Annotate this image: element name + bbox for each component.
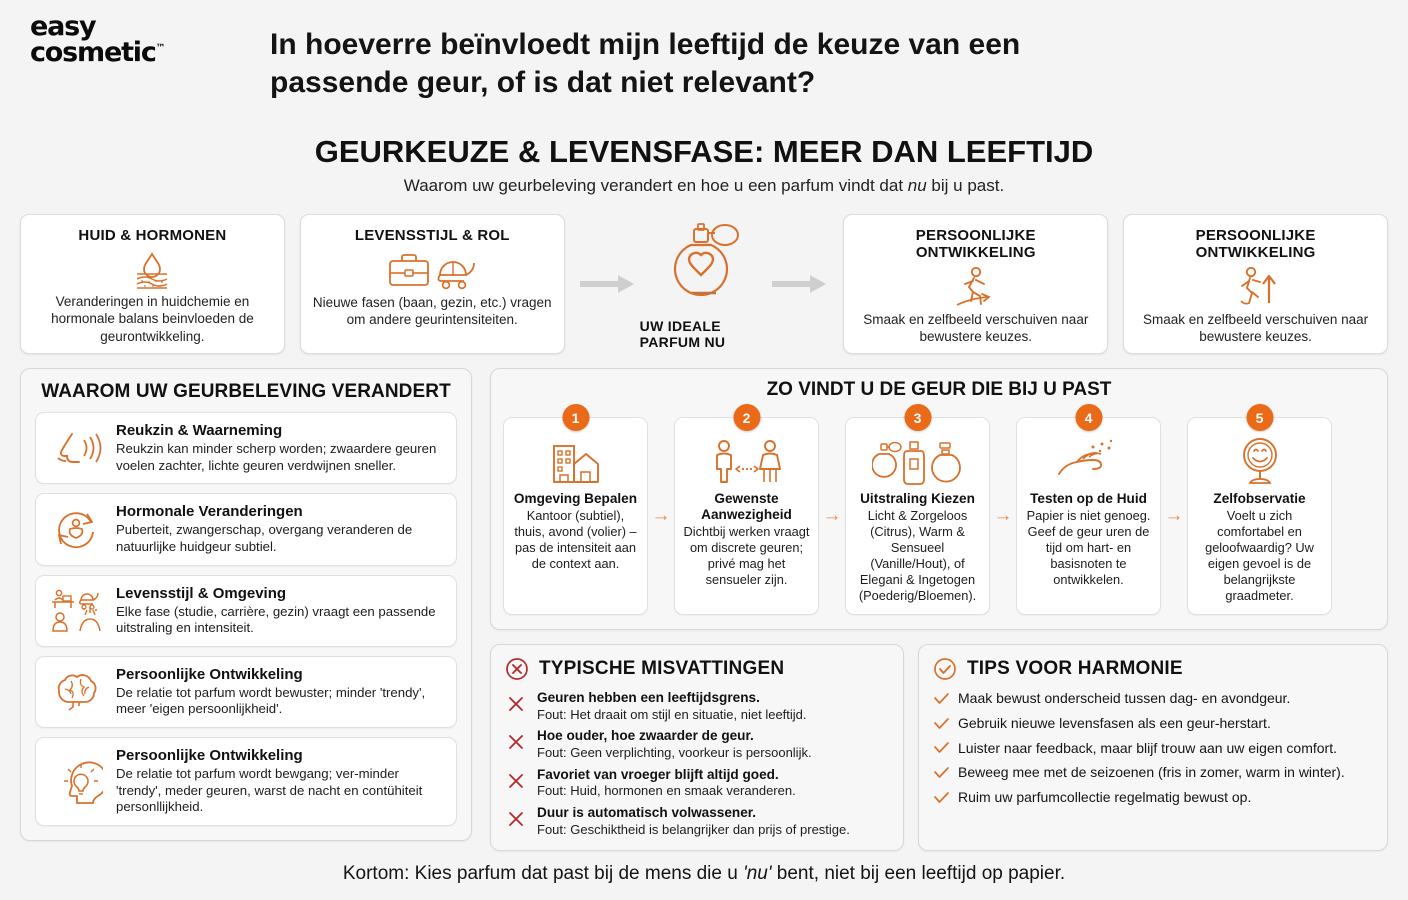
top-card-desc: Smaak en zelfbeeld verschuiven naar bewustere keuzes. xyxy=(863,312,1089,345)
step-arrow-icon: → xyxy=(822,504,842,526)
top-card-persoonlijke-ontwikkeling-1 xyxy=(843,214,1108,354)
misconceptions-heading: TYPISCHE MISVATTINGEN xyxy=(539,657,785,679)
misconceptions-panel xyxy=(490,644,904,851)
page-title: GEURKEUZE & LEVENSFASE: MEER DAN LEEFTIJD xyxy=(314,134,1094,169)
step-desc: Licht & Zorgeloos (Citrus), Warm & Sensueel (Vanille/Hout), of Elegani & Ingetogen (Poederig/Bloemen). xyxy=(858,508,977,603)
hand-spray-icon xyxy=(1024,436,1153,488)
brand-trademark: ™ xyxy=(155,42,166,54)
arrow-right-icon xyxy=(580,274,636,294)
step-badge: 4 xyxy=(1075,404,1102,431)
tips-header xyxy=(933,657,1373,681)
misconception-item xyxy=(505,690,889,722)
tip-text: Ruim uw parfumcollectie regelmatig bewust op. xyxy=(958,789,1252,806)
step-arrow-icon: → xyxy=(1164,504,1184,526)
brand-logo-line2: cosmetic™ xyxy=(30,36,166,68)
header-question: In hoeverre beïnvloedt mijn leeftijd de keuze van een passende geur, of is dat niet relevant? xyxy=(270,28,1021,100)
steps-panel xyxy=(490,368,1388,630)
step-omgeving-bepalen xyxy=(503,409,648,615)
building-house-icon xyxy=(511,436,640,488)
top-card-title: LEVENSSTIJL & ROL xyxy=(354,227,510,244)
page-subtitle: Waarom uw geurbeleving verandert en hoe u een parfum vindt dat nu bij u past. xyxy=(403,176,1005,195)
brand-logo xyxy=(0,11,270,68)
x-mark-icon xyxy=(505,767,527,789)
why-item-title: Persoonlijke Ontwikkeling xyxy=(116,665,303,683)
running-person-arrow-icon xyxy=(951,265,1001,309)
why-item-body xyxy=(116,585,445,637)
misconception-claim: Hoe ouder, hoe zwaarder de geur. xyxy=(537,728,754,744)
steps-list xyxy=(503,409,1375,615)
arrow-right-icon xyxy=(772,274,828,294)
perfume-bottle-heart-icon xyxy=(663,219,745,316)
why-item-body xyxy=(116,422,445,474)
top-card-title: PERSOONLIJKE ONTWIKKELING xyxy=(1195,227,1316,261)
why-item-title: Reukzin & Waarneming xyxy=(116,422,283,439)
step-badge: 2 xyxy=(733,404,760,431)
misconception-correction: Fout: Geen verplichting, voorkeur is persoonlijk. xyxy=(537,744,812,760)
tip-item xyxy=(933,740,1373,757)
misconception-claim: Duur is automatisch volwassener. xyxy=(537,805,757,821)
top-card-huid-hormonen xyxy=(20,214,285,354)
check-mark-icon xyxy=(933,791,949,804)
why-item-reukzin xyxy=(35,412,457,484)
top-card-title: HUID & HORMONEN xyxy=(78,227,227,244)
two-people-distance-icon xyxy=(682,436,811,488)
misconception-body xyxy=(537,690,807,722)
step-badge: 5 xyxy=(1246,404,1273,431)
step-desc: Papier is niet genoeg. Geef de geur uren de tijd om hart- en basisnoten te ontwikkelen. xyxy=(1026,508,1151,587)
tip-text: Luister naar feedback, maar blijf trouw aan uw eigen comfort. xyxy=(958,739,1337,756)
tip-item xyxy=(933,715,1373,732)
misconception-claim: Geuren hebben een leeftijdsgrens. xyxy=(537,689,760,705)
footer-note: Kortom: Kies parfum dat past bij de mens die u 'nu' bent, niet bij een leeftijd op papier. xyxy=(342,862,1066,884)
step-arrow-icon: → xyxy=(993,504,1013,526)
title-band xyxy=(0,134,1408,196)
why-item-body xyxy=(116,503,445,555)
step-title: Testen op de Huid xyxy=(1030,491,1147,506)
brand-logo-line1: easy xyxy=(30,11,96,42)
tip-item xyxy=(933,789,1373,806)
why-panel-heading: WAAROM UW GEURBELEVING VERANDERT xyxy=(41,381,451,402)
top-card-desc: Veranderingen in huidchemie en hormonale balans beinvloeden de geurontwikkeling. xyxy=(51,294,254,344)
misconception-body xyxy=(537,728,812,760)
hero-label: UW IDEALE PARFUM NU xyxy=(639,317,726,350)
top-card-persoonlijke-ontwikkeling-2 xyxy=(1123,214,1388,354)
x-mark-icon xyxy=(505,728,527,750)
step-badge: 3 xyxy=(904,404,931,431)
why-item-title: Levensstijl & Omgeving xyxy=(116,584,287,602)
head-lightbulb-icon xyxy=(47,757,105,805)
tip-text: Beweeg mee met de seizoenen (fris in zomer, warm in winter). xyxy=(958,764,1345,781)
top-card-row xyxy=(20,214,1388,354)
steps-panel-heading: ZO VINDT U DE GEUR DIE BIJ U PAST xyxy=(766,379,1112,400)
misconception-body xyxy=(537,767,796,799)
check-mark-icon xyxy=(933,766,949,779)
why-item-persoonlijke-1 xyxy=(35,656,457,728)
step-desc: Voelt u zich comfortabel en geloofwaardig? Uw eigen gevoel is de belangrijkste graadmeter. xyxy=(1205,508,1314,603)
right-column xyxy=(490,368,1388,851)
step-title: Zelfobservatie xyxy=(1213,491,1306,506)
x-mark-icon xyxy=(505,805,527,827)
step-gewenste-aanwezigheid xyxy=(674,409,819,615)
why-item-desc: De relatie tot parfum wordt bewuster; minder 'trendy', meer 'eigen persoonlijkheid'. xyxy=(116,684,426,717)
step-desc: Kantoor (subtiel), thuis, avond (volier) – pas de intensiteit aan de context aan. xyxy=(514,508,637,571)
misconception-item xyxy=(505,728,889,760)
x-mark-icon xyxy=(505,690,527,712)
why-item-desc: Elke fase (studie, carrière, gezin) vraagt een passende uitstraling en intensiteit. xyxy=(116,603,436,636)
misconception-correction: Fout: Huid, hormonen en smaak veranderen. xyxy=(537,783,796,799)
why-item-desc: De relatie tot parfum wordt bewgang; ver-minder 'trendy', meder geuren, warst de nacht en contühiteit personllijkheid. xyxy=(116,766,423,815)
why-item-persoonlijke-2 xyxy=(35,737,457,826)
hero-block xyxy=(580,214,829,354)
top-card-title: PERSOONLIJKE ONTWIKKELING xyxy=(915,227,1036,261)
why-item-levensstijl xyxy=(35,575,457,647)
misconception-item xyxy=(505,767,889,799)
step-badge: 1 xyxy=(562,404,589,431)
check-mark-icon xyxy=(933,717,949,730)
check-mark-icon xyxy=(933,741,949,754)
why-item-title: Hormonale Veranderingen xyxy=(116,503,303,521)
climbing-person-up-arrow-icon xyxy=(1231,265,1281,309)
hero-perfume xyxy=(640,219,769,350)
tips-heading: TIPS VOOR HARMONIE xyxy=(967,657,1183,679)
step-uitstraling-kiezen xyxy=(845,409,990,615)
why-item-desc: Reukzin kan minder scherp worden; zwaardere geuren voelen zachter, lichte geuren verdwijnen sneller. xyxy=(116,441,437,473)
briefcase-stroller-icon xyxy=(384,248,480,292)
tip-text: Maak bewust onderscheid tussen dag- en avondgeur. xyxy=(958,689,1291,706)
step-title: Omgeving Bepalen xyxy=(513,491,638,506)
misconception-claim: Favoriet van vroeger blijft altijd goed. xyxy=(537,766,779,782)
misconceptions-header xyxy=(505,657,889,681)
why-panel xyxy=(20,368,472,841)
lifestyle-desk-stroller-icon xyxy=(47,587,105,635)
check-mark-icon xyxy=(933,692,949,705)
three-perfume-bottles-icon xyxy=(853,436,982,488)
why-item-hormonale xyxy=(35,493,457,565)
hormone-cycle-icon xyxy=(47,506,105,552)
misconception-item xyxy=(505,805,889,837)
mirror-smiley-icon xyxy=(1195,436,1324,488)
brain-icon xyxy=(47,671,105,713)
tip-item xyxy=(933,690,1373,707)
why-item-body xyxy=(116,747,445,816)
circle-check-icon xyxy=(933,657,957,681)
tips-panel xyxy=(918,644,1388,851)
top-card-desc: Smaak en zelfbeeld verschuiven naar bewustere keuzes. xyxy=(1143,312,1369,345)
step-desc: Dichtbij werken vraagt om discrete geuren; privé mag het sensueler zijn. xyxy=(683,524,810,588)
top-card-desc: Nieuwe fasen (baan, gezin, etc.) vragen om andere geurintensiteiten. xyxy=(312,295,552,328)
step-testen-op-de-huid xyxy=(1016,409,1161,615)
bottom-row xyxy=(490,644,1388,851)
why-item-body xyxy=(116,666,445,718)
misconception-correction: Fout: Geschiktheid is belangrijker dan prijs of prestige. xyxy=(537,821,850,837)
why-item-desc: Puberteit, zwangerschap, overgang veranderen de natuurlijke huidgeur subtiel. xyxy=(116,522,413,554)
main-content xyxy=(20,368,1388,851)
step-arrow-icon: → xyxy=(651,504,671,526)
page-header xyxy=(0,0,1408,110)
step-title: Gewenste Aanwezigheid xyxy=(701,491,792,523)
tip-item xyxy=(933,764,1373,781)
circle-x-icon xyxy=(505,657,529,681)
nose-smell-icon xyxy=(47,428,105,468)
top-card-levensstijl-rol xyxy=(300,214,565,354)
misconception-body xyxy=(537,805,850,837)
why-item-title: Persoonlijke Ontwikkeling xyxy=(116,747,303,764)
step-title: Uitstraling Kiezen xyxy=(860,491,975,506)
tip-text: Gebruik nieuwe levensfasen als een geur-herstart. xyxy=(958,714,1271,731)
step-zelfobservatie xyxy=(1187,409,1332,615)
skin-layers-droplet-icon xyxy=(129,248,175,291)
misconception-correction: Fout: Het draait om stijl en situatie, niet leeftijd. xyxy=(537,706,807,722)
